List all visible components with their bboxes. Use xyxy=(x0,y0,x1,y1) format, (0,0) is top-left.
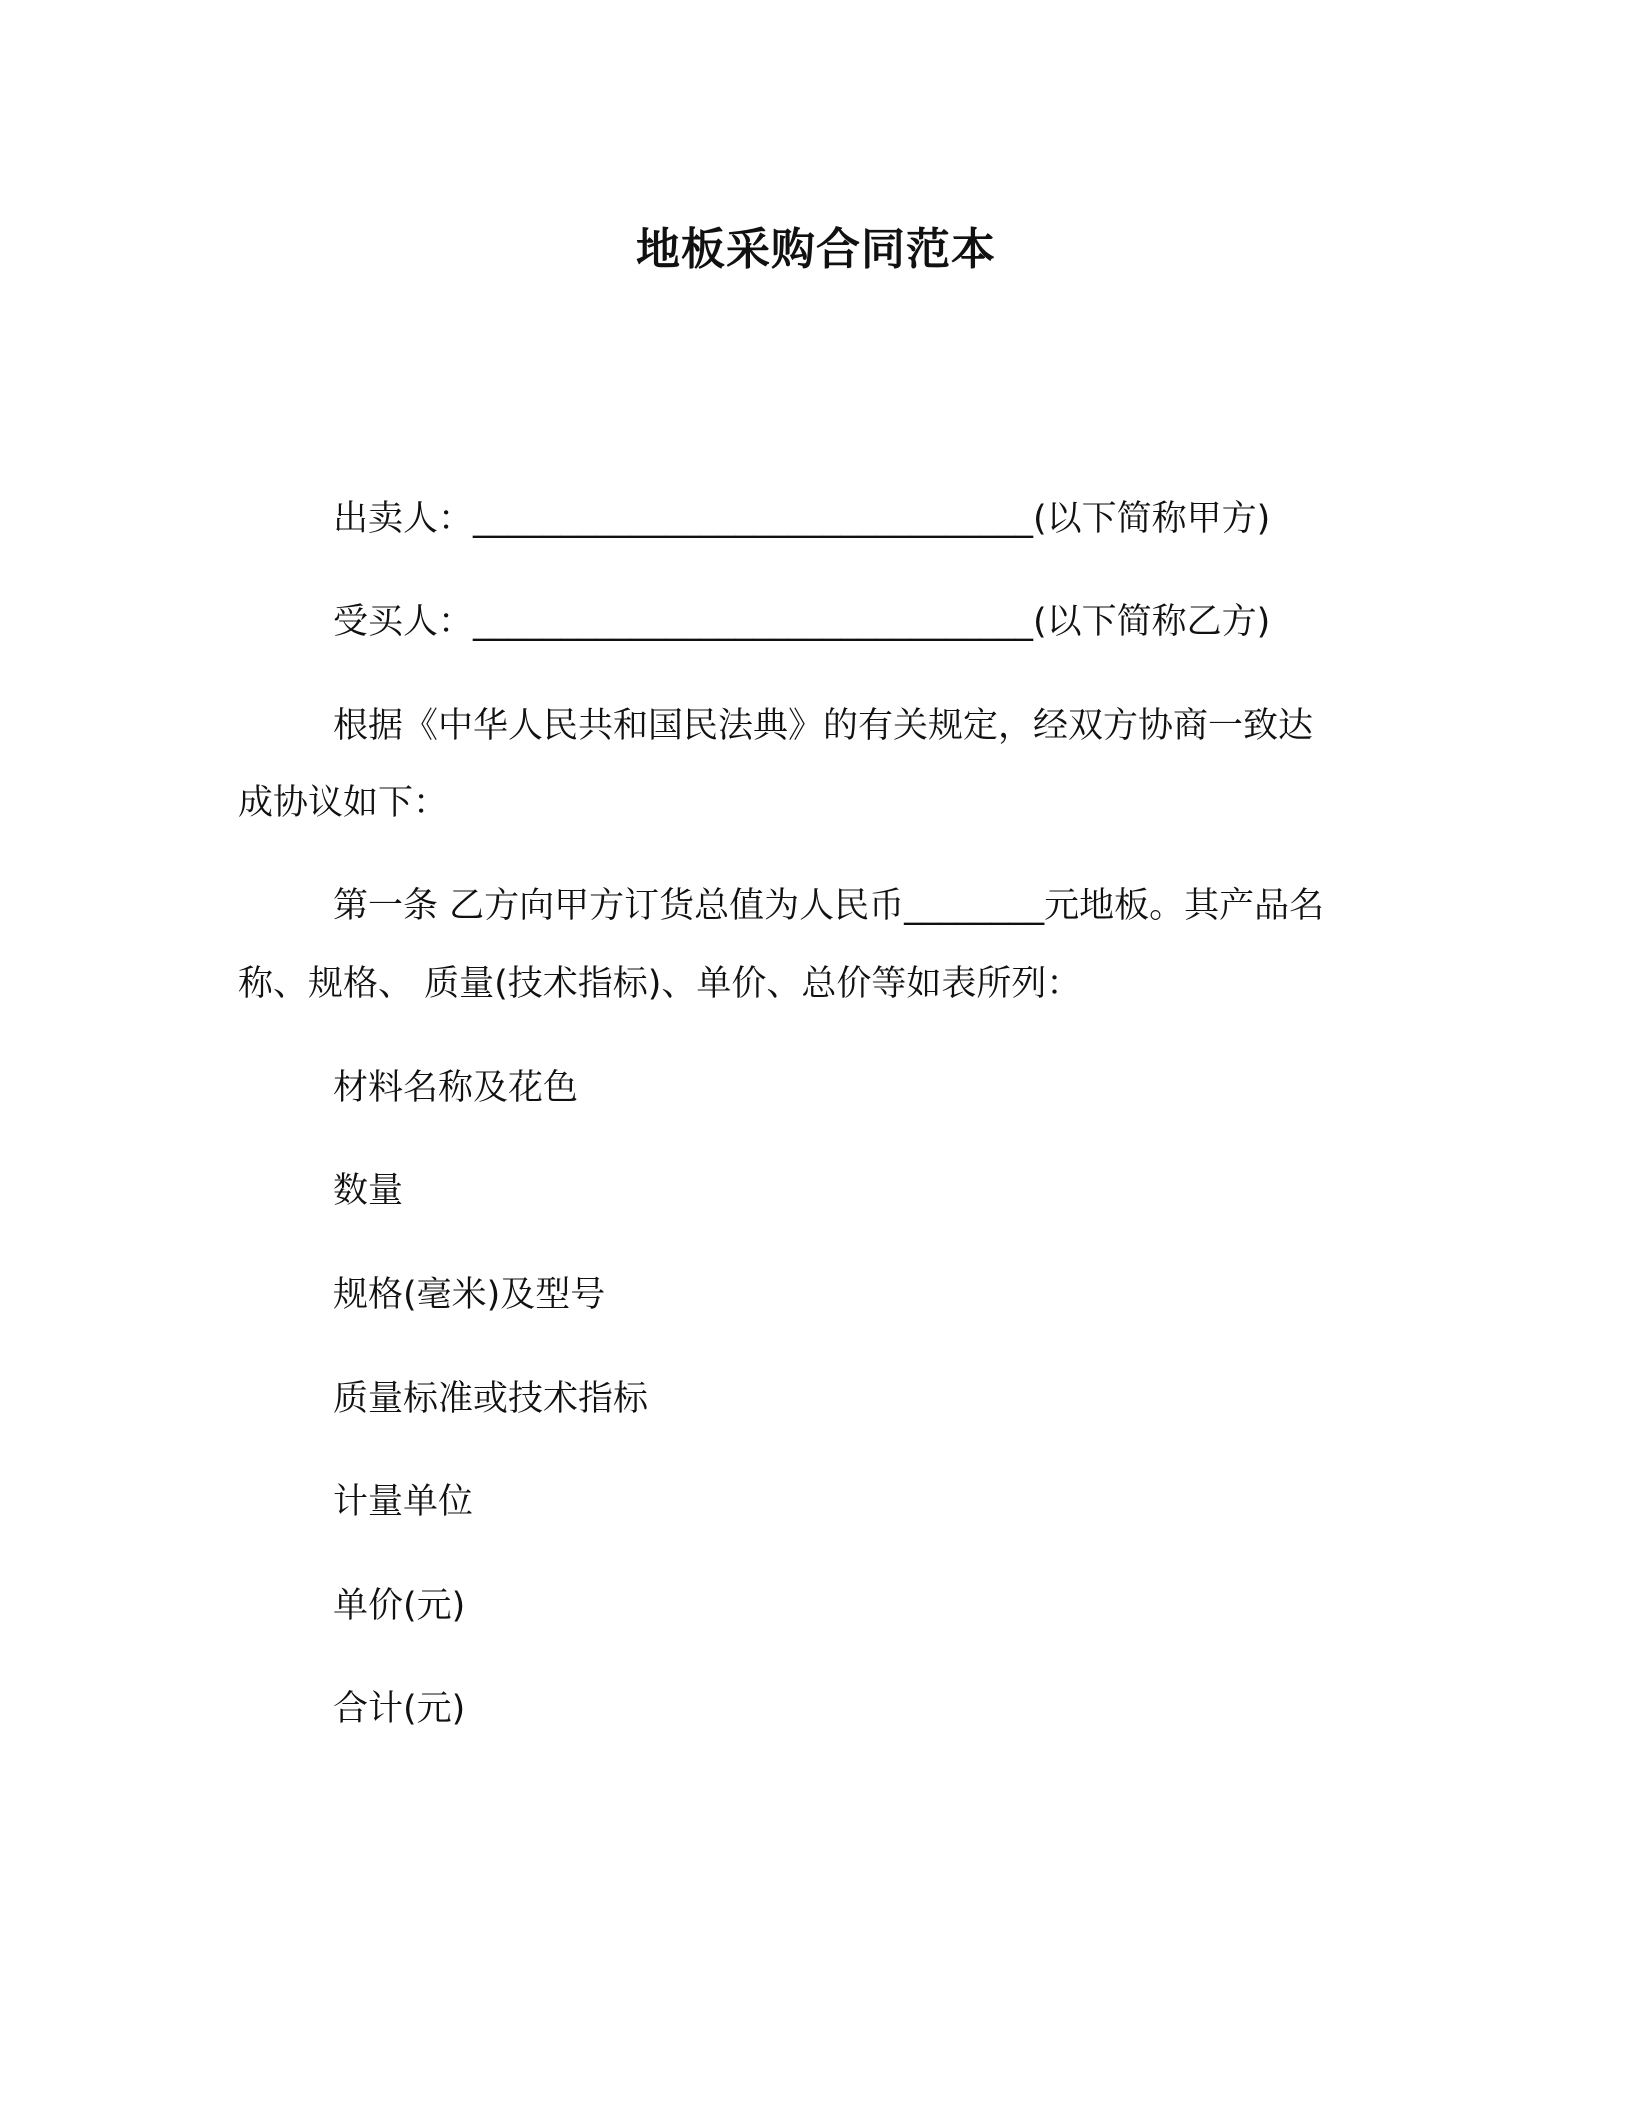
article1-line-2: 称、规格、 质量(技术指标)、单价、总价等如表所列： xyxy=(238,964,1082,1004)
intro-line-1: 根据《中华人民共和国民法典》的有关规定，经双方协商一致达 xyxy=(333,706,1314,746)
table-item-total: 合计(元) xyxy=(333,1689,466,1729)
intro-line-2: 成协议如下： xyxy=(238,783,449,823)
buyer-line: 受买人：________________________________(以下简称乙方) xyxy=(333,602,1271,642)
table-item-material: 材料名称及花色 xyxy=(333,1068,579,1108)
seller-line: 出卖人：________________________________(以下简称甲方) xyxy=(333,499,1271,539)
table-item-spec: 规格(毫米)及型号 xyxy=(333,1275,606,1315)
document-title: 地板采购合同范本 xyxy=(636,224,996,275)
table-item-quantity: 数量 xyxy=(333,1171,404,1211)
article1-line-1: 第一条 乙方向甲方订货总值为人民币________元地板。其产品名 xyxy=(333,886,1325,926)
table-item-unit: 计量单位 xyxy=(333,1482,474,1522)
table-item-unit-price: 单价(元) xyxy=(333,1586,466,1626)
table-item-quality: 质量标准或技术指标 xyxy=(333,1379,649,1419)
